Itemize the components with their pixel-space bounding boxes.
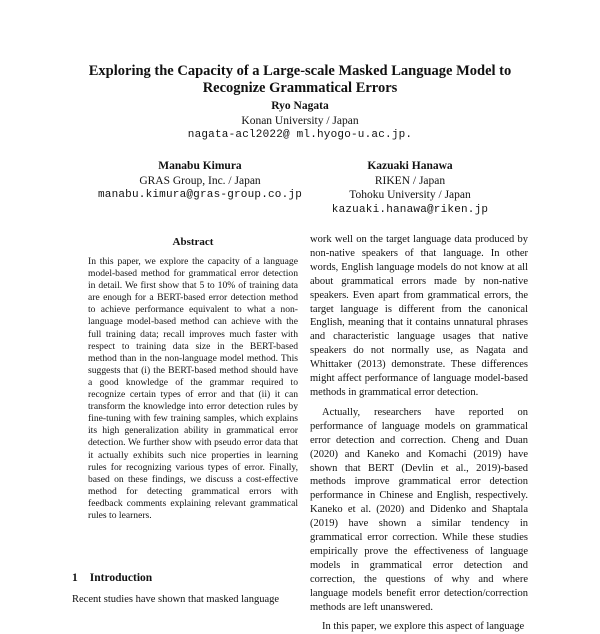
author-email: manabu.kimura@gras-group.co.jp [97, 189, 303, 201]
author-block-1 [100, 99, 500, 143]
introduction-text: Recent studies have shown that masked language [72, 594, 280, 605]
author-block-3 [300, 159, 520, 217]
author-affiliation: RIKEN / Japan [374, 174, 446, 187]
author-affiliation: Konan University / Japan [241, 114, 359, 127]
author-name: Kazuaki Hanawa [367, 160, 453, 172]
author-affiliation: GRAS Group, Inc. / Japan [139, 174, 261, 187]
right-column [310, 233, 528, 634]
section-heading-introduction [72, 572, 302, 584]
author-name: Ryo Nagata [271, 100, 329, 112]
author-email: nagata-acl2022@ ml.hyogo-u.ac.jp. [187, 129, 413, 141]
author-email: kazuaki.hanawa@riken.jp [331, 203, 489, 216]
paper-title: Exploring the Capacity of a Large-scale Masked Language Model to Recognize Grammatical Errors [88, 63, 512, 96]
paragraph: work well on the target language data produced by non-native speakers of that language. In other words, English language models do not know at all about grammatical errors made by non-native speakers. Even apart from grammatical errors, the target language is different from the canonical English, meaning that it contains unnatural phrases and characteristic language usages that native speakers do not normally use, as Nagata and Whittaker (2013) demonstrate. These differences might affect performance of language model-based methods in grammatical error detection. [310, 234, 528, 398]
author-affiliation-secondary: Tohoku University / Japan [349, 189, 471, 201]
section-number: 1 [72, 572, 78, 584]
author-block-2 [75, 159, 325, 203]
abstract-body: In this paper, we explore the capacity of a language model-based method for grammatical error detection in detail. We first show that 5 to 10% of training data are enough for a BERT-based error detection method to achieve performance equivalent to what a non-language model-based method can achieve with the full training data; recall improves much faster with respect to training data size in the BERT-based method than in the non-language model method. This suggests that (i) the BERT-based method should have a good knowledge of the grammar required to recognize certain types of error and that (ii) it can transform the knowledge into error detection rules by fine-tuning with few training samples, which explains its high generalization ability in grammatical error detection. We further show with pseudo error data that it actually exhibits such nice properties in learning rules for recognizing various types of error. Finally, based on these findings, we discuss a cost-effective method for detecting grammatical errors with feedback comments explaining relevant grammatical rules to learners. [88, 256, 298, 521]
section-title: Introduction [89, 572, 153, 584]
abstract-heading: Abstract [172, 236, 214, 248]
author-name: Manabu Kimura [158, 160, 242, 172]
paragraph: Actually, researchers have reported on performance of language models on grammatical error detection and correction. Cheng and Duan (2020) and Kaneko and Komachi (2019) have shown that BERT (Devlin et al., 2019)-based methods improve grammatical error detection performance in Chinese and English, respectively. Kaneko et al. (2020) and Didenko and Shaptala (2019) have shown a similar tendency in grammatical error correction. While these studies empirically prove the effectiveness of language models in grammatical error detection and correction, the questions of why and where language models benefit error detection/correction methods are left unanswered. [310, 406, 528, 613]
paragraph: In this paper, we explore this aspect of language [322, 621, 525, 633]
